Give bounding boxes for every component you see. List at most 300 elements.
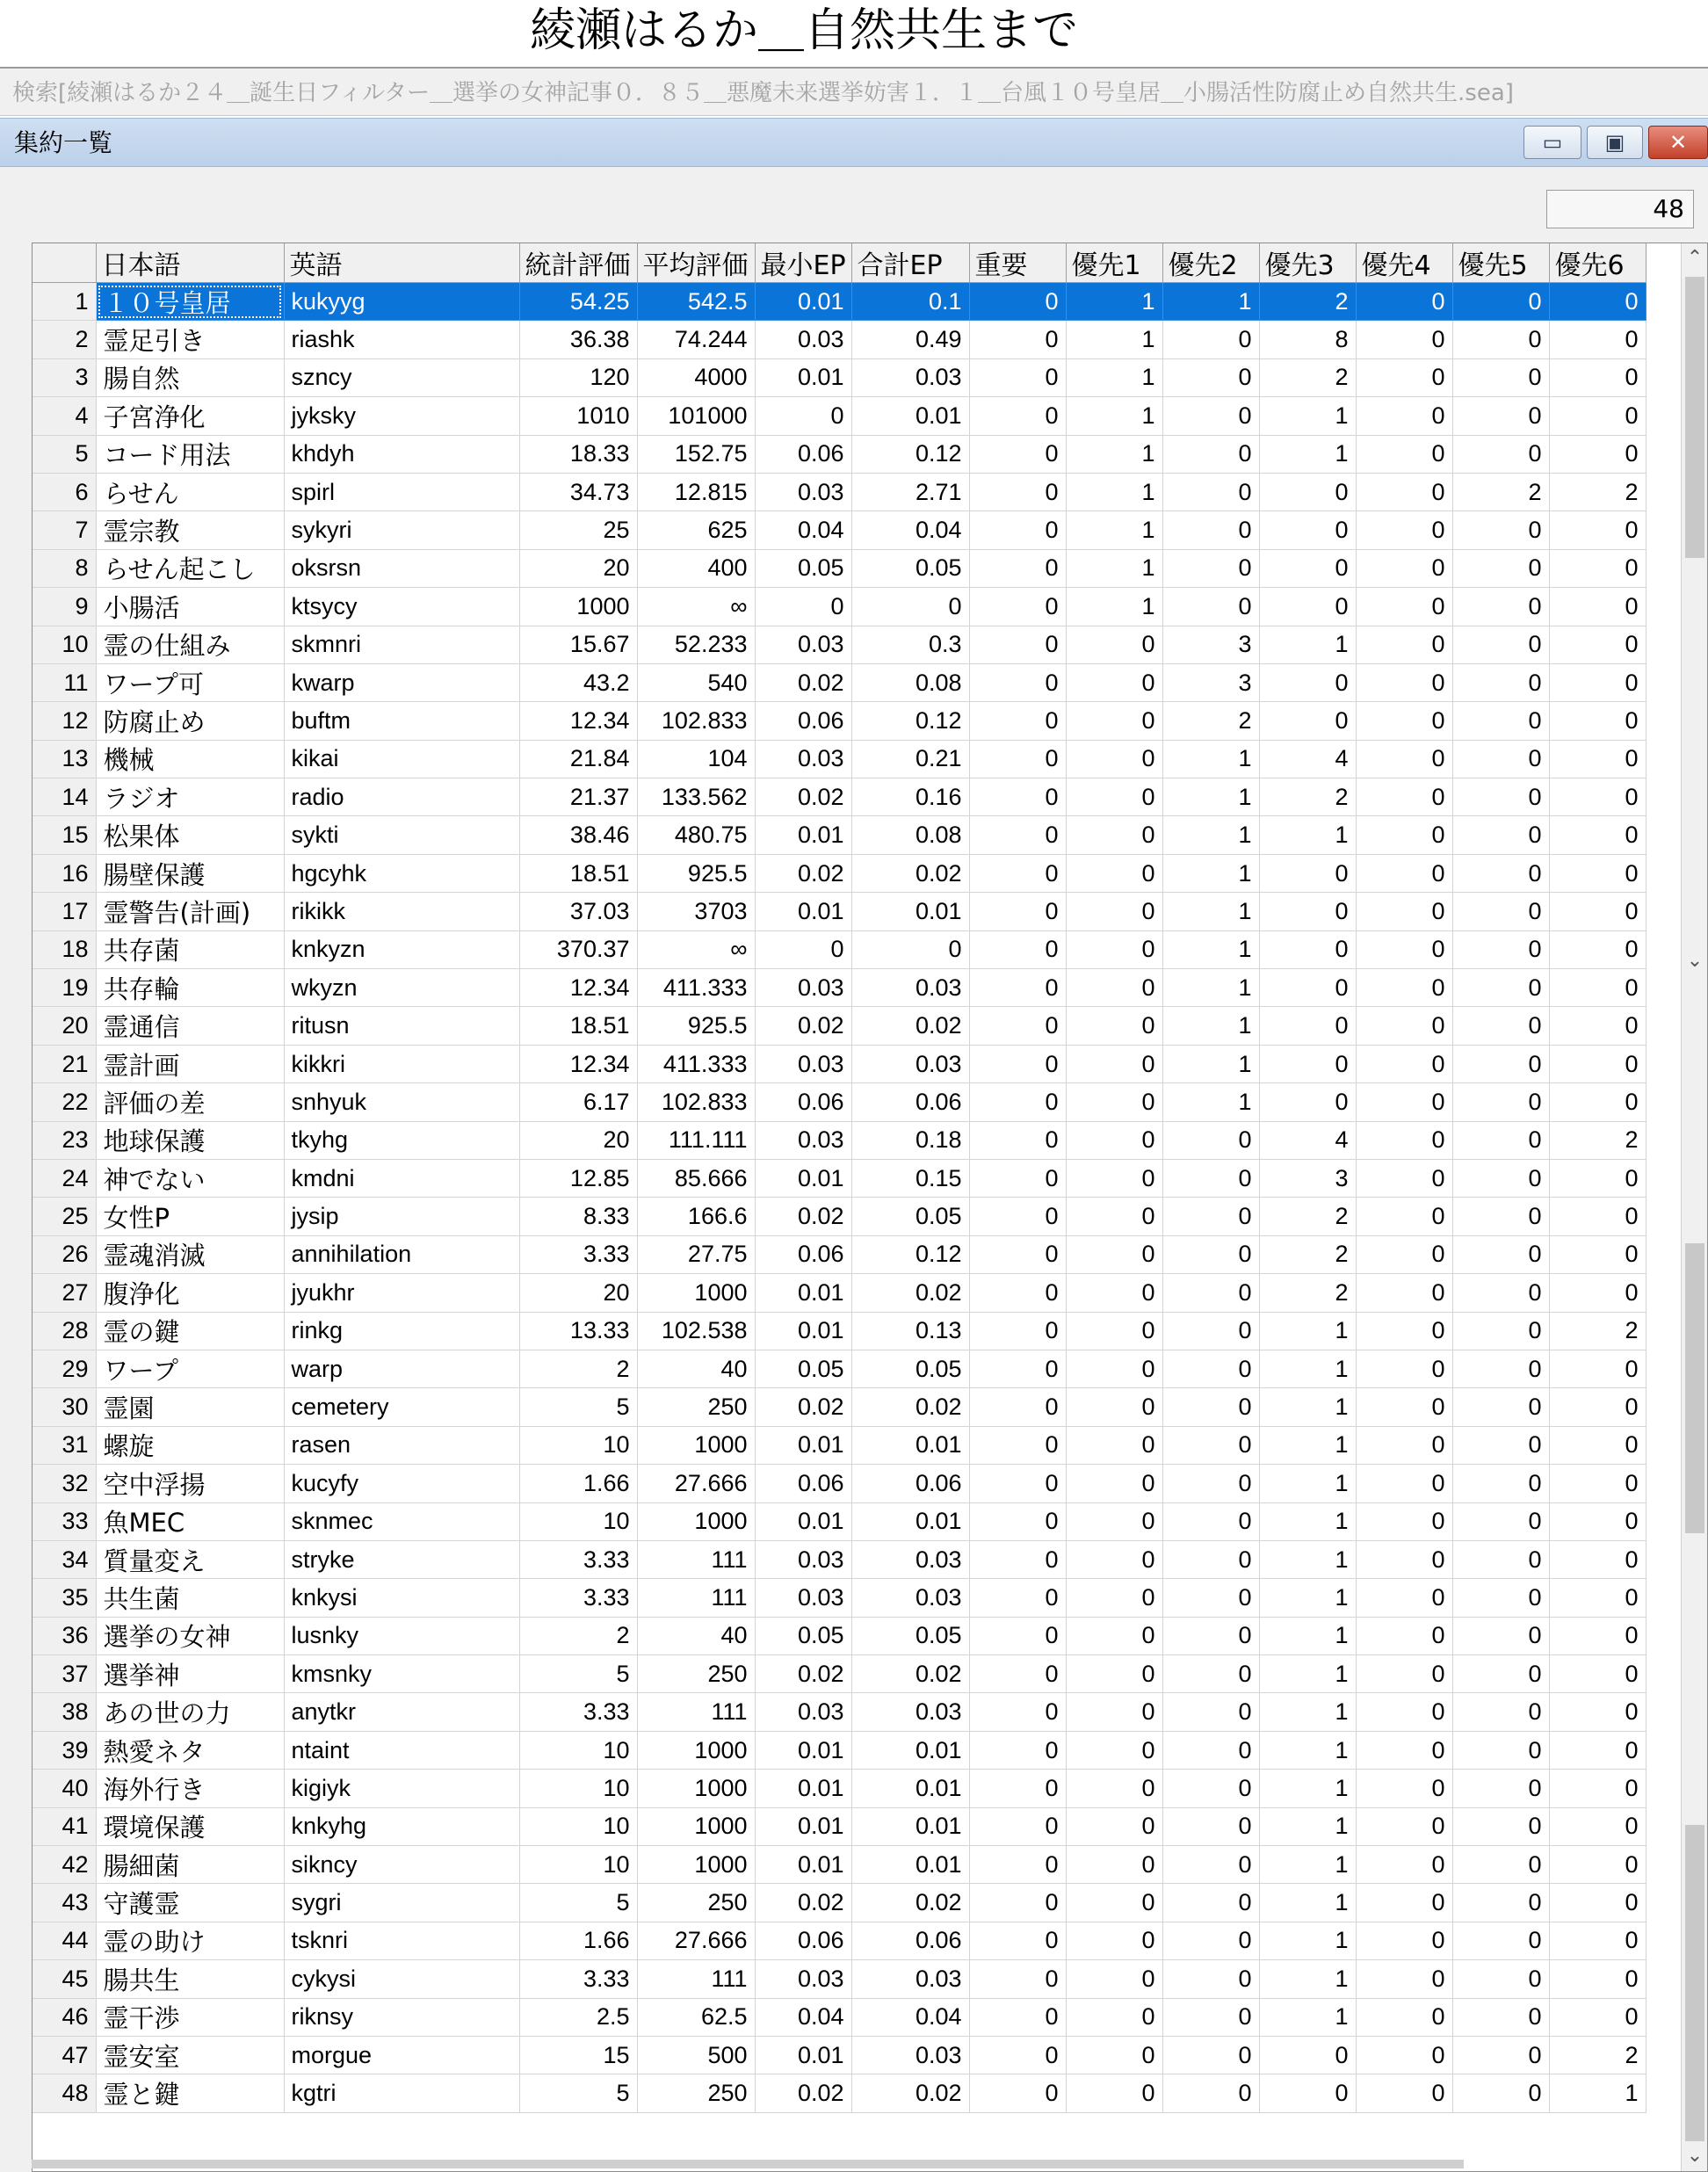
cell-min-ep[interactable]: 0.01 xyxy=(755,1731,851,1769)
cell-priority-3[interactable]: 1 xyxy=(1259,1807,1356,1845)
header-english[interactable]: 英語 xyxy=(284,243,519,283)
cell-english[interactable]: kukyyg xyxy=(284,283,519,321)
cell-min-ep[interactable]: 0.06 xyxy=(755,702,851,740)
cell-stat-eval[interactable]: 10 xyxy=(519,1846,637,1884)
cell-min-ep[interactable]: 0.02 xyxy=(755,1388,851,1426)
cell-japanese[interactable]: 地球保護 xyxy=(96,1121,284,1159)
cell-min-ep[interactable]: 0 xyxy=(755,930,851,968)
cell-avg-eval[interactable]: 12.815 xyxy=(637,473,755,510)
aggregate-list-grid[interactable] xyxy=(32,243,1708,2172)
cell-priority-2[interactable]: 0 xyxy=(1162,549,1259,587)
cell-priority-2[interactable]: 1 xyxy=(1162,816,1259,854)
cell-priority-2[interactable]: 0 xyxy=(1162,1770,1259,1807)
cell-priority-3[interactable]: 0 xyxy=(1259,549,1356,587)
cell-priority-1[interactable]: 0 xyxy=(1066,1350,1162,1387)
cell-priority-3[interactable]: 1 xyxy=(1259,1426,1356,1464)
cell-priority-2[interactable]: 0 xyxy=(1162,1312,1259,1350)
cell-japanese[interactable]: １０号皇居 xyxy=(96,283,284,321)
cell-priority-6[interactable]: 0 xyxy=(1549,1388,1646,1426)
cell-sum-ep[interactable]: 0.05 xyxy=(851,1198,969,1235)
table-row[interactable] xyxy=(33,1312,1646,1350)
cell-avg-eval[interactable]: 104 xyxy=(637,740,755,778)
scroll-thumb-segment[interactable] xyxy=(1685,277,1704,558)
cell-min-ep[interactable]: 0.03 xyxy=(755,321,851,358)
table-row[interactable] xyxy=(33,549,1646,587)
cell-priority-3[interactable]: 0 xyxy=(1259,1007,1356,1045)
cell-priority-6[interactable]: 0 xyxy=(1549,358,1646,396)
cell-english[interactable]: riashk xyxy=(284,321,519,358)
cell-priority-3[interactable]: 0 xyxy=(1259,1083,1356,1121)
cell-priority-6[interactable]: 0 xyxy=(1549,511,1646,549)
cell-priority-3[interactable]: 0 xyxy=(1259,511,1356,549)
cell-priority-1[interactable]: 1 xyxy=(1066,549,1162,587)
cell-priority-2[interactable]: 0 xyxy=(1162,1617,1259,1654)
cell-important[interactable]: 0 xyxy=(969,1960,1066,1998)
cell-priority-4[interactable]: 0 xyxy=(1356,816,1452,854)
cell-priority-4[interactable]: 0 xyxy=(1356,1235,1452,1273)
cell-sum-ep[interactable]: 0.1 xyxy=(851,283,969,321)
cell-priority-1[interactable]: 1 xyxy=(1066,473,1162,510)
cell-priority-6[interactable]: 0 xyxy=(1549,740,1646,778)
cell-stat-eval[interactable]: 120 xyxy=(519,358,637,396)
cell-priority-3[interactable]: 1 xyxy=(1259,816,1356,854)
cell-priority-5[interactable]: 0 xyxy=(1452,1465,1549,1502)
cell-priority-5[interactable]: 0 xyxy=(1452,1235,1549,1273)
cell-stat-eval[interactable]: 36.38 xyxy=(519,321,637,358)
cell-priority-5[interactable]: 0 xyxy=(1452,702,1549,740)
cell-stat-eval[interactable]: 43.2 xyxy=(519,663,637,701)
cell-priority-5[interactable]: 0 xyxy=(1452,1922,1549,1959)
cell-sum-ep[interactable]: 0.01 xyxy=(851,1770,969,1807)
cell-japanese[interactable]: 霊安室 xyxy=(96,2036,284,2074)
cell-priority-1[interactable]: 0 xyxy=(1066,930,1162,968)
table-row[interactable] xyxy=(33,1007,1646,1045)
cell-avg-eval[interactable]: 102.833 xyxy=(637,1083,755,1121)
cell-priority-2[interactable]: 1 xyxy=(1162,740,1259,778)
cell-min-ep[interactable]: 0.02 xyxy=(755,1884,851,1922)
window-titlebar[interactable] xyxy=(0,118,1708,167)
cell-min-ep[interactable]: 0.01 xyxy=(755,1426,851,1464)
cell-priority-3[interactable]: 2 xyxy=(1259,1274,1356,1312)
cell-priority-4[interactable]: 0 xyxy=(1356,1922,1452,1959)
cell-min-ep[interactable]: 0.01 xyxy=(755,1807,851,1845)
table-row[interactable] xyxy=(33,321,1646,358)
cell-priority-1[interactable]: 0 xyxy=(1066,1998,1162,2036)
cell-english[interactable]: cemetery xyxy=(284,1388,519,1426)
cell-priority-2[interactable]: 1 xyxy=(1162,893,1259,930)
table-row[interactable] xyxy=(33,930,1646,968)
cell-important[interactable]: 0 xyxy=(969,1770,1066,1807)
cell-priority-5[interactable]: 0 xyxy=(1452,435,1549,473)
cell-sum-ep[interactable]: 0.01 xyxy=(851,1502,969,1540)
cell-important[interactable]: 0 xyxy=(969,1998,1066,2036)
cell-priority-4[interactable]: 0 xyxy=(1356,549,1452,587)
cell-priority-2[interactable]: 0 xyxy=(1162,397,1259,435)
cell-stat-eval[interactable]: 10 xyxy=(519,1807,637,1845)
cell-important[interactable]: 0 xyxy=(969,1274,1066,1312)
cell-priority-2[interactable]: 0 xyxy=(1162,1807,1259,1845)
cell-priority-1[interactable]: 1 xyxy=(1066,588,1162,626)
cell-priority-1[interactable]: 0 xyxy=(1066,1922,1162,1959)
cell-avg-eval[interactable]: 62.5 xyxy=(637,1998,755,2036)
header-priority-6[interactable]: 優先6 xyxy=(1549,243,1646,283)
cell-sum-ep[interactable]: 0.03 xyxy=(851,969,969,1007)
table-row[interactable] xyxy=(33,2036,1646,2074)
table-row[interactable] xyxy=(33,1579,1646,1617)
cell-priority-2[interactable]: 0 xyxy=(1162,1579,1259,1617)
cell-japanese[interactable]: 女性P xyxy=(96,1198,284,1235)
cell-priority-3[interactable]: 1 xyxy=(1259,1846,1356,1884)
cell-priority-4[interactable]: 0 xyxy=(1356,397,1452,435)
cell-min-ep[interactable]: 0.03 xyxy=(755,1960,851,1998)
cell-english[interactable]: kucyfy xyxy=(284,1465,519,1502)
cell-important[interactable]: 0 xyxy=(969,854,1066,892)
cell-priority-1[interactable]: 0 xyxy=(1066,2036,1162,2074)
cell-japanese[interactable]: 環境保護 xyxy=(96,1807,284,1845)
cell-priority-6[interactable]: 0 xyxy=(1549,1502,1646,1540)
table-row[interactable] xyxy=(33,702,1646,740)
cell-priority-5[interactable]: 0 xyxy=(1452,626,1549,663)
cell-min-ep[interactable]: 0.05 xyxy=(755,1350,851,1387)
cell-priority-3[interactable]: 4 xyxy=(1259,740,1356,778)
cell-stat-eval[interactable]: 20 xyxy=(519,1274,637,1312)
cell-priority-1[interactable]: 0 xyxy=(1066,1807,1162,1845)
cell-priority-2[interactable]: 0 xyxy=(1162,358,1259,396)
cell-priority-1[interactable]: 0 xyxy=(1066,1693,1162,1731)
cell-priority-4[interactable]: 0 xyxy=(1356,1655,1452,1693)
cell-sum-ep[interactable]: 0.03 xyxy=(851,2036,969,2074)
cell-priority-1[interactable]: 1 xyxy=(1066,321,1162,358)
cell-priority-5[interactable]: 0 xyxy=(1452,854,1549,892)
table-row[interactable] xyxy=(33,626,1646,663)
cell-avg-eval[interactable]: 27.666 xyxy=(637,1465,755,1502)
cell-stat-eval[interactable]: 3.33 xyxy=(519,1960,637,1998)
cell-priority-3[interactable]: 1 xyxy=(1259,1540,1356,1578)
cell-priority-4[interactable]: 0 xyxy=(1356,1198,1452,1235)
cell-priority-6[interactable]: 2 xyxy=(1549,473,1646,510)
cell-priority-1[interactable]: 0 xyxy=(1066,1465,1162,1502)
cell-english[interactable]: wkyzn xyxy=(284,969,519,1007)
cell-priority-2[interactable]: 0 xyxy=(1162,588,1259,626)
cell-english[interactable]: sykyri xyxy=(284,511,519,549)
cell-important[interactable]: 0 xyxy=(969,1655,1066,1693)
cell-english[interactable]: sygri xyxy=(284,1884,519,1922)
cell-japanese[interactable]: 霊と鍵 xyxy=(96,2074,284,2112)
cell-priority-5[interactable]: 0 xyxy=(1452,549,1549,587)
cell-japanese[interactable]: 霊宗教 xyxy=(96,511,284,549)
table-row[interactable] xyxy=(33,1121,1646,1159)
cell-stat-eval[interactable]: 18.51 xyxy=(519,1007,637,1045)
cell-english[interactable]: jyukhr xyxy=(284,1274,519,1312)
cell-english[interactable]: kigiyk xyxy=(284,1770,519,1807)
cell-important[interactable]: 0 xyxy=(969,1388,1066,1426)
cell-japanese[interactable]: 霊警告(計画) xyxy=(96,893,284,930)
cell-priority-5[interactable]: 0 xyxy=(1452,588,1549,626)
cell-priority-3[interactable]: 0 xyxy=(1259,1045,1356,1082)
cell-min-ep[interactable]: 0.03 xyxy=(755,969,851,1007)
table-row[interactable] xyxy=(33,1655,1646,1693)
table-row[interactable] xyxy=(33,511,1646,549)
cell-japanese[interactable]: 霊干渉 xyxy=(96,1998,284,2036)
cell-priority-4[interactable]: 0 xyxy=(1356,1731,1452,1769)
cell-important[interactable]: 0 xyxy=(969,1617,1066,1654)
minimize-button[interactable] xyxy=(1523,126,1581,159)
cell-priority-6[interactable]: 0 xyxy=(1549,969,1646,1007)
cell-priority-4[interactable]: 0 xyxy=(1356,702,1452,740)
cell-priority-5[interactable]: 0 xyxy=(1452,1045,1549,1082)
cell-english[interactable]: kwarp xyxy=(284,663,519,701)
cell-stat-eval[interactable]: 25 xyxy=(519,511,637,549)
table-row[interactable] xyxy=(33,893,1646,930)
cell-sum-ep[interactable]: 0.02 xyxy=(851,1884,969,1922)
cell-avg-eval[interactable]: 625 xyxy=(637,511,755,549)
cell-avg-eval[interactable]: 85.666 xyxy=(637,1159,755,1197)
table-row[interactable] xyxy=(33,1807,1646,1845)
cell-priority-3[interactable]: 1 xyxy=(1259,397,1356,435)
cell-english[interactable]: radio xyxy=(284,778,519,816)
cell-priority-6[interactable]: 0 xyxy=(1549,1922,1646,1959)
cell-important[interactable]: 0 xyxy=(969,626,1066,663)
cell-priority-1[interactable]: 0 xyxy=(1066,778,1162,816)
cell-priority-4[interactable]: 0 xyxy=(1356,854,1452,892)
cell-english[interactable]: kgtri xyxy=(284,2074,519,2112)
header-important[interactable]: 重要 xyxy=(969,243,1066,283)
cell-japanese[interactable]: 松果体 xyxy=(96,816,284,854)
cell-important[interactable]: 0 xyxy=(969,740,1066,778)
cell-priority-1[interactable]: 0 xyxy=(1066,1198,1162,1235)
cell-priority-2[interactable]: 0 xyxy=(1162,1235,1259,1273)
cell-priority-3[interactable]: 8 xyxy=(1259,321,1356,358)
cell-min-ep[interactable]: 0.03 xyxy=(755,473,851,510)
cell-priority-3[interactable]: 0 xyxy=(1259,473,1356,510)
cell-avg-eval[interactable]: 3703 xyxy=(637,893,755,930)
cell-priority-4[interactable]: 0 xyxy=(1356,778,1452,816)
cell-sum-ep[interactable]: 0.02 xyxy=(851,1388,969,1426)
cell-avg-eval[interactable]: 102.538 xyxy=(637,1312,755,1350)
cell-sum-ep[interactable]: 0.06 xyxy=(851,1922,969,1959)
cell-priority-1[interactable]: 0 xyxy=(1066,1502,1162,1540)
table-row[interactable] xyxy=(33,1770,1646,1807)
cell-priority-3[interactable]: 1 xyxy=(1259,1693,1356,1731)
cell-japanese[interactable]: 空中浮揚 xyxy=(96,1465,284,1502)
cell-stat-eval[interactable]: 1.66 xyxy=(519,1922,637,1959)
cell-priority-6[interactable]: 0 xyxy=(1549,1465,1646,1502)
cell-priority-6[interactable]: 0 xyxy=(1549,397,1646,435)
cell-stat-eval[interactable]: 1000 xyxy=(519,588,637,626)
cell-english[interactable]: spirl xyxy=(284,473,519,510)
table-row[interactable] xyxy=(33,1884,1646,1922)
cell-priority-5[interactable]: 0 xyxy=(1452,1274,1549,1312)
cell-min-ep[interactable]: 0.01 xyxy=(755,283,851,321)
cell-avg-eval[interactable]: 1000 xyxy=(637,1770,755,1807)
cell-japanese[interactable]: ラジオ xyxy=(96,778,284,816)
cell-priority-1[interactable]: 0 xyxy=(1066,1655,1162,1693)
cell-important[interactable]: 0 xyxy=(969,1922,1066,1959)
cell-japanese[interactable]: 守護霊 xyxy=(96,1884,284,1922)
header-japanese[interactable]: 日本語 xyxy=(96,243,284,283)
cell-priority-3[interactable]: 0 xyxy=(1259,893,1356,930)
cell-stat-eval[interactable]: 12.85 xyxy=(519,1159,637,1197)
cell-japanese[interactable]: 小腸活 xyxy=(96,588,284,626)
cell-sum-ep[interactable]: 0.08 xyxy=(851,663,969,701)
cell-sum-ep[interactable]: 0.49 xyxy=(851,321,969,358)
cell-avg-eval[interactable]: ∞ xyxy=(637,588,755,626)
cell-avg-eval[interactable]: 111.111 xyxy=(637,1121,755,1159)
table-row[interactable] xyxy=(33,1274,1646,1312)
cell-priority-3[interactable]: 2 xyxy=(1259,358,1356,396)
cell-priority-1[interactable]: 0 xyxy=(1066,1846,1162,1884)
cell-japanese[interactable]: らせん起こし xyxy=(96,549,284,587)
cell-priority-6[interactable]: 0 xyxy=(1549,1159,1646,1197)
cell-english[interactable]: kikai xyxy=(284,740,519,778)
cell-priority-5[interactable]: 0 xyxy=(1452,1884,1549,1922)
cell-priority-5[interactable]: 0 xyxy=(1452,778,1549,816)
cell-priority-2[interactable]: 1 xyxy=(1162,1007,1259,1045)
table-row[interactable] xyxy=(33,1083,1646,1121)
cell-priority-6[interactable]: 0 xyxy=(1549,1426,1646,1464)
cell-priority-2[interactable]: 0 xyxy=(1162,1998,1259,2036)
cell-priority-5[interactable]: 0 xyxy=(1452,511,1549,549)
cell-priority-6[interactable]: 0 xyxy=(1549,778,1646,816)
cell-priority-2[interactable]: 0 xyxy=(1162,473,1259,510)
cell-priority-2[interactable]: 0 xyxy=(1162,1922,1259,1959)
cell-priority-1[interactable]: 0 xyxy=(1066,1121,1162,1159)
cell-priority-2[interactable]: 3 xyxy=(1162,663,1259,701)
cell-avg-eval[interactable]: 1000 xyxy=(637,1426,755,1464)
cell-priority-5[interactable]: 0 xyxy=(1452,1655,1549,1693)
cell-japanese[interactable]: ワープ可 xyxy=(96,663,284,701)
cell-important[interactable]: 0 xyxy=(969,588,1066,626)
cell-stat-eval[interactable]: 21.37 xyxy=(519,778,637,816)
cell-priority-5[interactable]: 0 xyxy=(1452,969,1549,1007)
cell-stat-eval[interactable]: 3.33 xyxy=(519,1540,637,1578)
cell-important[interactable]: 0 xyxy=(969,321,1066,358)
cell-avg-eval[interactable]: 111 xyxy=(637,1579,755,1617)
cell-priority-2[interactable]: 0 xyxy=(1162,511,1259,549)
cell-min-ep[interactable]: 0.02 xyxy=(755,663,851,701)
cell-japanese[interactable]: 霊の仕組み xyxy=(96,626,284,663)
cell-sum-ep[interactable]: 0.01 xyxy=(851,1807,969,1845)
cell-stat-eval[interactable]: 2 xyxy=(519,1350,637,1387)
cell-priority-6[interactable]: 0 xyxy=(1549,1579,1646,1617)
cell-priority-1[interactable]: 0 xyxy=(1066,854,1162,892)
header-avg-eval[interactable]: 平均評価 xyxy=(637,243,755,283)
cell-english[interactable]: jysip xyxy=(284,1198,519,1235)
cell-priority-5[interactable]: 0 xyxy=(1452,893,1549,930)
cell-japanese[interactable]: 螺旋 xyxy=(96,1426,284,1464)
cell-sum-ep[interactable]: 0.01 xyxy=(851,893,969,930)
cell-stat-eval[interactable]: 5 xyxy=(519,1884,637,1922)
cell-priority-5[interactable]: 0 xyxy=(1452,1693,1549,1731)
cell-priority-3[interactable]: 1 xyxy=(1259,1350,1356,1387)
cell-stat-eval[interactable]: 8.33 xyxy=(519,1198,637,1235)
cell-priority-1[interactable]: 1 xyxy=(1066,283,1162,321)
cell-japanese[interactable]: 選挙神 xyxy=(96,1655,284,1693)
cell-important[interactable]: 0 xyxy=(969,1159,1066,1197)
cell-min-ep[interactable]: 0.03 xyxy=(755,1693,851,1731)
cell-important[interactable]: 0 xyxy=(969,1350,1066,1387)
cell-priority-3[interactable]: 0 xyxy=(1259,854,1356,892)
cell-avg-eval[interactable]: 27.75 xyxy=(637,1235,755,1273)
cell-priority-4[interactable]: 0 xyxy=(1356,1540,1452,1578)
cell-min-ep[interactable]: 0.03 xyxy=(755,1045,851,1082)
cell-priority-4[interactable]: 0 xyxy=(1356,1426,1452,1464)
cell-min-ep[interactable]: 0.05 xyxy=(755,1617,851,1654)
cell-japanese[interactable]: らせん xyxy=(96,473,284,510)
cell-priority-3[interactable]: 2 xyxy=(1259,778,1356,816)
cell-priority-5[interactable]: 0 xyxy=(1452,1083,1549,1121)
cell-sum-ep[interactable]: 0.08 xyxy=(851,816,969,854)
cell-english[interactable]: knkyzn xyxy=(284,930,519,968)
cell-priority-1[interactable]: 0 xyxy=(1066,1007,1162,1045)
scroll-thumb-segment[interactable] xyxy=(1685,1243,1704,1533)
cell-priority-2[interactable]: 0 xyxy=(1162,1350,1259,1387)
cell-priority-3[interactable]: 1 xyxy=(1259,1998,1356,2036)
cell-japanese[interactable]: 共存菌 xyxy=(96,930,284,968)
cell-priority-1[interactable]: 0 xyxy=(1066,816,1162,854)
table-row[interactable] xyxy=(33,435,1646,473)
cell-priority-2[interactable]: 0 xyxy=(1162,1121,1259,1159)
cell-priority-3[interactable]: 0 xyxy=(1259,930,1356,968)
cell-min-ep[interactable]: 0.01 xyxy=(755,2036,851,2074)
header-priority-3[interactable]: 優先3 xyxy=(1259,243,1356,283)
cell-priority-2[interactable]: 1 xyxy=(1162,283,1259,321)
cell-priority-1[interactable]: 0 xyxy=(1066,1617,1162,1654)
cell-priority-4[interactable]: 0 xyxy=(1356,358,1452,396)
cell-important[interactable]: 0 xyxy=(969,778,1066,816)
cell-priority-1[interactable]: 0 xyxy=(1066,1731,1162,1769)
cell-priority-4[interactable]: 0 xyxy=(1356,1960,1452,1998)
cell-important[interactable]: 0 xyxy=(969,397,1066,435)
cell-priority-3[interactable]: 2 xyxy=(1259,1235,1356,1273)
cell-stat-eval[interactable]: 6.17 xyxy=(519,1083,637,1121)
cell-priority-6[interactable]: 0 xyxy=(1549,1540,1646,1578)
table-row[interactable] xyxy=(33,1350,1646,1387)
cell-important[interactable]: 0 xyxy=(969,1083,1066,1121)
cell-min-ep[interactable]: 0.01 xyxy=(755,1312,851,1350)
cell-priority-1[interactable]: 0 xyxy=(1066,969,1162,1007)
cell-stat-eval[interactable]: 5 xyxy=(519,1655,637,1693)
header-min-ep[interactable]: 最小EP xyxy=(755,243,851,283)
cell-priority-5[interactable]: 0 xyxy=(1452,1502,1549,1540)
cell-stat-eval[interactable]: 2.5 xyxy=(519,1998,637,2036)
cell-stat-eval[interactable]: 34.73 xyxy=(519,473,637,510)
cell-priority-1[interactable]: 0 xyxy=(1066,1159,1162,1197)
cell-priority-1[interactable]: 0 xyxy=(1066,1083,1162,1121)
cell-min-ep[interactable]: 0.02 xyxy=(755,1198,851,1235)
cell-stat-eval[interactable]: 370.37 xyxy=(519,930,637,968)
cell-english[interactable]: riknsy xyxy=(284,1998,519,2036)
cell-japanese[interactable]: 機械 xyxy=(96,740,284,778)
table-row[interactable] xyxy=(33,1235,1646,1273)
header-priority-5[interactable]: 優先5 xyxy=(1452,243,1549,283)
cell-priority-4[interactable]: 0 xyxy=(1356,1502,1452,1540)
cell-sum-ep[interactable]: 0.02 xyxy=(851,854,969,892)
cell-priority-3[interactable]: 0 xyxy=(1259,663,1356,701)
table-row[interactable] xyxy=(33,358,1646,396)
cell-english[interactable]: sknmec xyxy=(284,1502,519,1540)
cell-priority-2[interactable]: 1 xyxy=(1162,969,1259,1007)
cell-min-ep[interactable]: 0.06 xyxy=(755,435,851,473)
cell-sum-ep[interactable]: 0.01 xyxy=(851,397,969,435)
cell-important[interactable]: 0 xyxy=(969,893,1066,930)
cell-japanese[interactable]: コード用法 xyxy=(96,435,284,473)
cell-avg-eval[interactable]: 1000 xyxy=(637,1846,755,1884)
cell-english[interactable]: buftm xyxy=(284,702,519,740)
cell-important[interactable]: 0 xyxy=(969,1807,1066,1845)
cell-priority-5[interactable]: 0 xyxy=(1452,1007,1549,1045)
cell-priority-3[interactable]: 1 xyxy=(1259,1731,1356,1769)
